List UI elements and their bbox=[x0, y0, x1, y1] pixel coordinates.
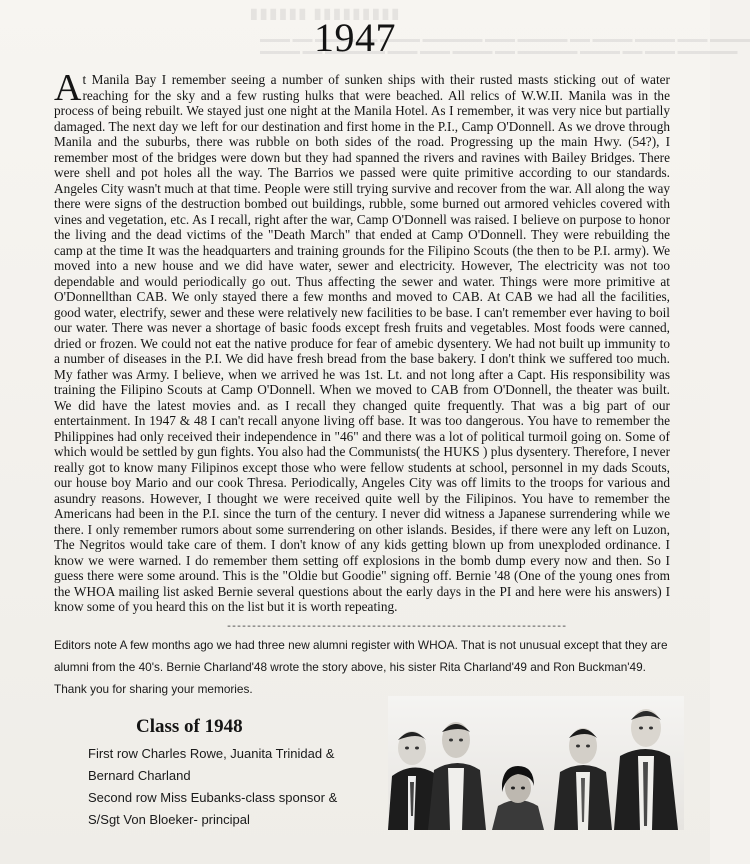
section-divider: -------------------------------------------------------------------- bbox=[226, 622, 567, 633]
story-text bbox=[54, 67, 670, 615]
page-title: 1947 bbox=[314, 15, 396, 60]
caption-line: First row Charles Rowe, Juanita Trinidad & bbox=[88, 746, 335, 761]
drop-cap: A bbox=[54, 67, 82, 109]
bleed-through-decoration: ▮▮▮▮▮▮ ▮▮▮▮▮▮▮▮▮ bbox=[250, 7, 402, 22]
class-photo bbox=[388, 696, 684, 830]
class-photo-title: Class of 1948 bbox=[136, 716, 243, 737]
bleed-through-decoration: ▬▬▬ ▬▬ ▬▬▬▬ ▬▬ ▬▬▬▬ ▬▬▬▬▬▬ ▬▬▬ ▬▬▬▬▬ ▬▬ ▬▬▬▬ ▬▬▬▬ ▬▬▬ ▬▬▬▬ bbox=[260, 34, 750, 45]
caption-line: Second row Miss Eubanks-class sponsor & bbox=[88, 790, 338, 805]
class-photo-caption bbox=[88, 743, 368, 831]
bleed-through-decoration: ▬▬▬▬ ▬▬ ▬▬▬▬▬▬ ▬▬▬ ▬▬▬ ▬▬▬▬ ▬▬ ▬▬▬▬▬▬ ▬▬▬▬ ▬▬ ▬▬▬ ▬▬▬▬▬▬ bbox=[260, 46, 738, 57]
story-body: t Manila Bay I remember seeing a number of sunken ships with their rusted masts sticking out of water reaching for the sky and a few rusting hulks that were beached. All relics of W.W.II. Manila was in the process of being rebuilt. We stayed just one night at the Manila Hotel. As I remember, it was very nice but partially damaged. The next day we left for our destination and first home in the P.I., Camp O'Donnell. As we drove through Manila and the suburbs, there was rubble on both sides of the road. Progressing up the main Hwy. (54?), I remember most of the bridges were down but they had spanned the rivers and ravines with Bailey Bridges. There were shell and pot holes all the way. The Barrios we passed were quite primitive according to our standards. Angeles City wasn't much at that time. People were still trying survive and recover from the war. All along the way there were signs of the destruction bombed out buildings, rubble, some burned out armored vehicles covered with vines and vegetation, etc. As I recall, right after the war, Camp O'Donnell was raised. I believe on purpose to honor the living and the dead victims of the "Death March" that ended at Camp O'Donnell. They were rebuilding the camp at the time It was the headquarters and training grounds for the Filipino Scouts (the then to be P.I. army). We moved into a new house and we did have water, sewer and electricity. However, The electricity was not too dependable and would periodically go out. Thus affecting the sewer and water. Things were more primitive at O'Donnellthan CAB. We only stayed there a few months and moved to CAB. At CAB we had all the facilities, good water, electrify, sewer and these were relatively new facilities to be base. I can't remember ever having to boil our water. There was never a shortage of basic foods except fresh fruits and vegetables. Most foods were canned, dried or frozen. We could not eat the native produce for fear of amebic dysentery. We had not built up immunity to a number of diseases in the P.I. We did have fresh bread from the base bakery. I don't think we suffered too much. My father was Army. I believe, when we arrived he was 1st. Lt. and not long after a Capt. His responsibility was training the Filipino Scouts at Camp O'Donnell. When we moved to CAB from O'Donnell, the theater was built. We did have the latest movies and. as I recall they changed quite frequently. That was a big part of our entertainment. In 1947 & 48 I can't recall anyone living off base. It was too dangerous. You have to remember the Philippines had only received their independence in "46" and there was a lot of political turmoil going on. Some of which would be settled by gun fights. You also had the Communists( the HUKS ) plus dysentery. Therefore, I never really got to know many Filipinos except those who were fellow students at school, personnel in my dads Scouts, our house boy Mario and our cook Thresa. Periodically, Angeles City was off limits to the troops for various and asundry reasons. However, I thought we were received quite well by the Filipinos. You have to remember the Americans had been in the P.I. since the turn of the century. I never did witness a Japanese surrendering while we there. I only remember rumors about some surrendering on other islands. Besides, if there were any left on Luzon, The Negritos would take care of them. I don't know of any kids getting blown up from unexploded ordinance. I know we were warned. I do remember them setting off explosions in the bomb dump every now and then. So I guess there were some around. This is the "Oldie but Goodie" signing off. Bernie '48 (One of the young ones from the WHOA mailing list asked Bernie several questions about the early days in the PI and here were his answers) I know some of you heard this on the list but it is worth repeating. bbox=[54, 72, 670, 614]
editors-note: Editors note A few months ago we had three new alumni register with WHOA. That is not unusual except that they are alumni from the 40's. Bernie Charland'48 wrote the story above, his sister Rita Charland'49 and Ron Buckman'49. Thank you for sharing your memories. bbox=[54, 638, 668, 696]
caption-line: S/Sgt Von Bloeker- principal bbox=[88, 812, 250, 827]
caption-line: Bernard Charland bbox=[88, 768, 191, 783]
